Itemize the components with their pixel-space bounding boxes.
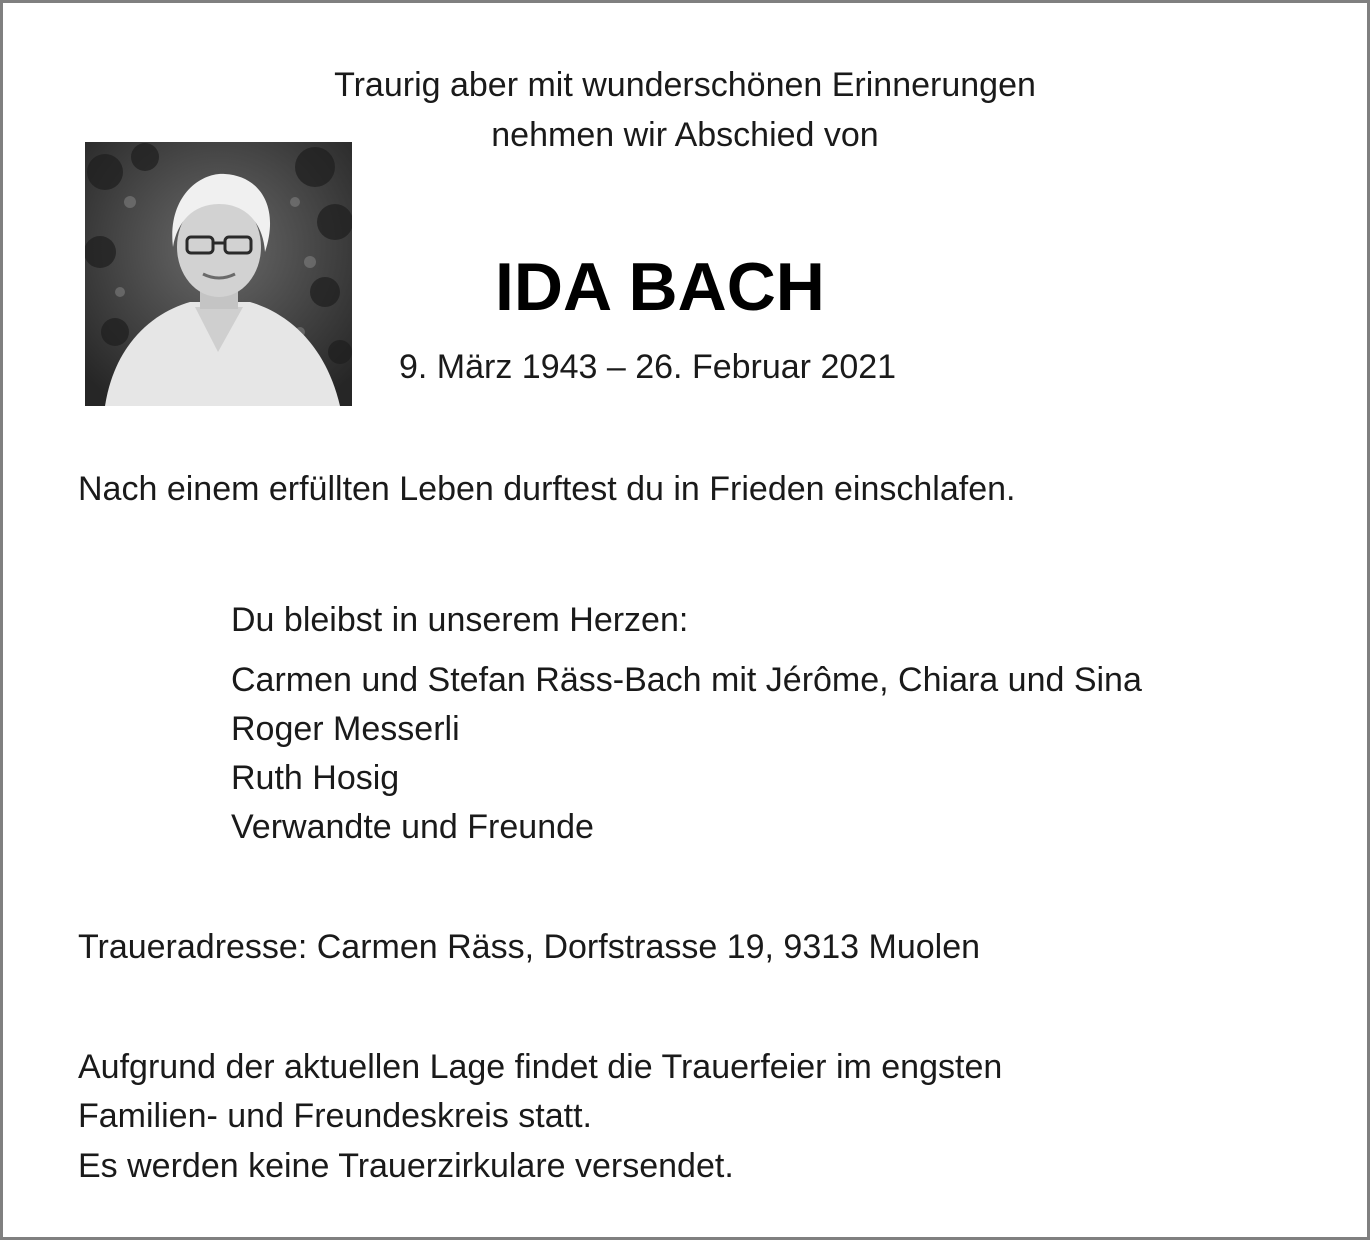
mourner-name: Carmen und Stefan Räss-Bach mit Jérôme, Chiara und Sina (231, 661, 1142, 699)
mourner-name: Roger Messerli (231, 710, 460, 748)
notice-line-1: Aufgrund der aktuellen Lage findet die Trauerfeier im engsten (78, 1048, 1003, 1086)
statement: Nach einem erfüllten Leben durftest du in Frieden einschlafen. (78, 470, 1016, 508)
mourner-name: Verwandte und Freunde (231, 808, 594, 846)
mourning-address: Traueradresse: Carmen Räss, Dorfstrasse 19, 9313 Muolen (78, 928, 981, 966)
portrait-photo (85, 142, 352, 406)
mourner-name: Ruth Hosig (231, 759, 400, 797)
deceased-name: IDA BACH (495, 249, 825, 325)
intro-line-1: Traurig aber mit wunderschönen Erinnerungen (334, 66, 1036, 104)
mourners-heading: Du bleibst in unserem Herzen: (231, 601, 689, 639)
notice-line-2: Familien- und Freundeskreis statt. (78, 1097, 592, 1135)
life-dates: 9. März 1943 – 26. Februar 2021 (399, 348, 897, 386)
intro-line-2: nehmen wir Abschied von (491, 116, 879, 154)
notice-line-3: Es werden keine Trauerzirkulare versendet. (78, 1147, 734, 1185)
